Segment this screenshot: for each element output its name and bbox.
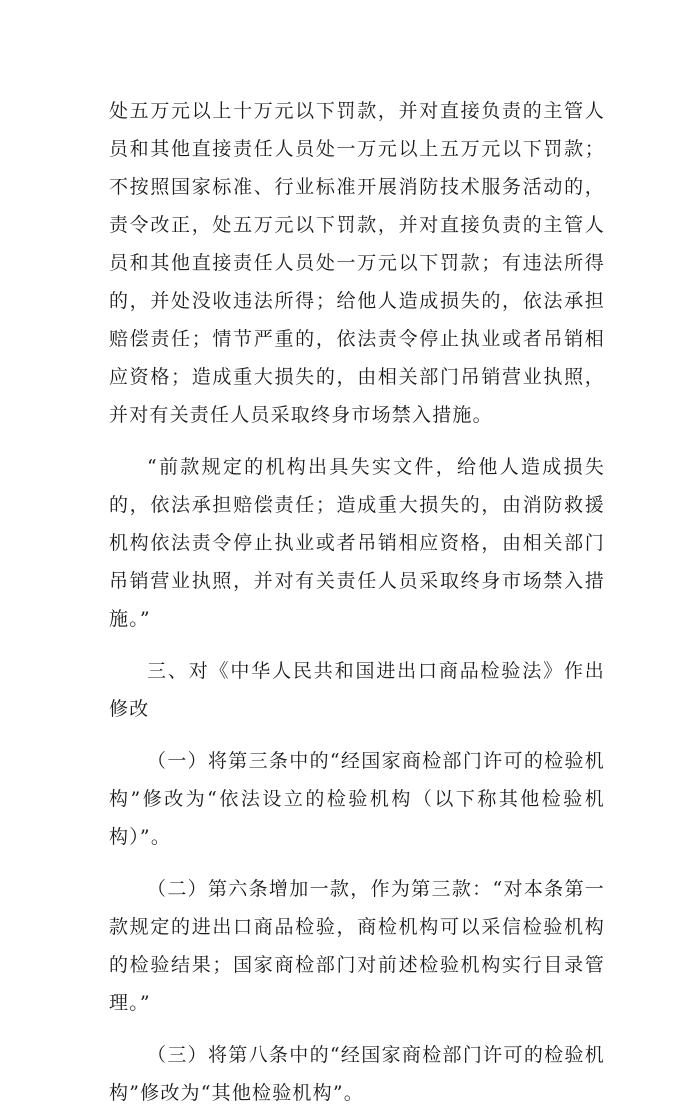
section-heading-three: 三、对《中华人民共和国进出口商品检验法》作出修改 [109,660,605,720]
amendment-item-two: （二）第六条增加一款，作为第三款：“对本条第一款规定的进出口商品检验，商检机构可以采信检验机构的检验结果；国家商检部门对前述检验机构实行目录管理。” [109,878,605,1014]
amendment-item-one: （一）将第三条中的“经国家商检部门许可的检验机构”修改为“依法设立的检验机构（以下称其他检验机构）”。 [109,750,605,848]
document-body [109,92,605,1112]
paragraph-continuation-penalties: 处五万元以上十万元以下罚款，并对直接负责的主管人员和其他直接责任人员处一万元以上五万元以下罚款；不按照国家标准、行业标准开展消防技术服务活动的，责令改正，处五万元以下罚款，并对直接负责的主管人员和其他直接责任人员处一万元以下罚款；有违法所得的，并处没收违法所得；给他人造成损失的，依法承担赔偿责任；情节严重的，依法责令停止执业或者吊销相应资格；造成重大损失的，由相关部门吊销营业执照，并对有关责任人员采取终身市场禁入措施。 [109,100,605,426]
paragraph-false-documents-liability: “前款规定的机构出具失实文件，给他人造成损失的，依法承担赔偿责任；造成重大损失的，由消防救援机构依法责令停止执业或者吊销相应资格，由相关部门吊销营业执照，并对有关责任人员采取终身市场禁入措施。” [109,456,605,630]
amendment-item-three: （三）将第八条中的“经国家商检部门许可的检验机构”修改为“其他检验机构”。 [109,1044,605,1104]
